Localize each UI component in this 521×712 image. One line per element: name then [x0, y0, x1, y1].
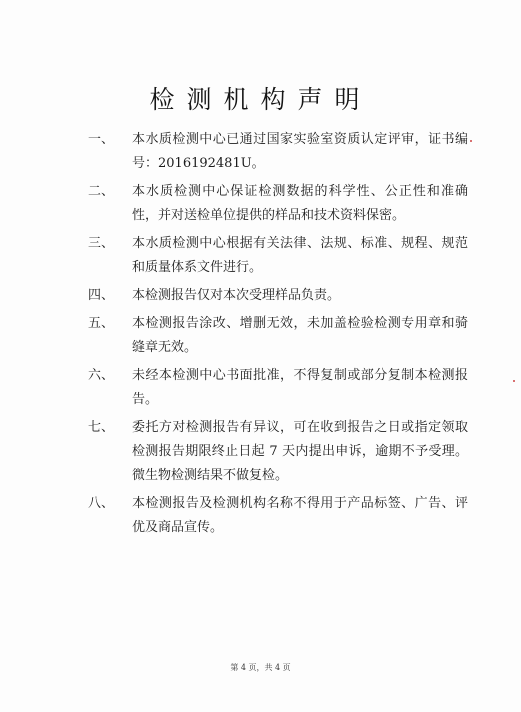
- page-footer: 第 4 页，共 4 页: [230, 663, 291, 672]
- scan-speck: [470, 140, 472, 142]
- item-number: 一、: [88, 132, 115, 147]
- item-number: 二、: [88, 184, 115, 199]
- item-number: 七、: [88, 420, 115, 435]
- item-number: 三、: [88, 236, 115, 251]
- list-item: [88, 312, 468, 360]
- list-item: [88, 180, 468, 228]
- item-text: 本检测报告及检测机构名称不得用于产品标签、广告、评优及商品宣传。: [132, 496, 468, 535]
- list-item: [88, 416, 468, 488]
- item-number: 四、: [88, 288, 115, 303]
- page-title: 检测机构声明: [149, 85, 372, 114]
- list-item: [88, 364, 468, 412]
- item-number: 六、: [88, 368, 115, 383]
- item-text: 本水质检测中心保证检测数据的科学性、公正性和准确性，并对送检单位提供的样品和技术资料保密。: [132, 184, 468, 223]
- item-number: 八、: [88, 496, 115, 511]
- list-item: [88, 492, 468, 540]
- item-text: 本检测报告仅对本次受理样品负责。: [132, 288, 341, 303]
- item-number: 五、: [88, 316, 115, 331]
- list-item: [88, 232, 468, 280]
- item-text: 本水质检测中心根据有关法律、法规、标准、规程、规范和质量体系文件进行。: [132, 236, 468, 275]
- scan-speck: [513, 380, 515, 382]
- item-text: 委托方对检测报告有异议，可在收到报告之日或指定领取检测报告期限终止日起 7 天内提出申诉，逾期不予受理。微生物检测结果不做复检。: [132, 420, 468, 483]
- item-text: 未经本检测中心书面批准，不得复制或部分复制本检测报告。: [132, 368, 468, 407]
- item-text: 本水质检测中心已通过国家实验室资质认定评审，证书编号：2016192481U。: [132, 132, 468, 171]
- statement-list: [88, 128, 468, 544]
- item-text: 本检测报告涂改、增删无效，未加盖检验检测专用章和骑缝章无效。: [132, 316, 468, 355]
- list-item: [88, 128, 468, 176]
- list-item: [88, 284, 468, 308]
